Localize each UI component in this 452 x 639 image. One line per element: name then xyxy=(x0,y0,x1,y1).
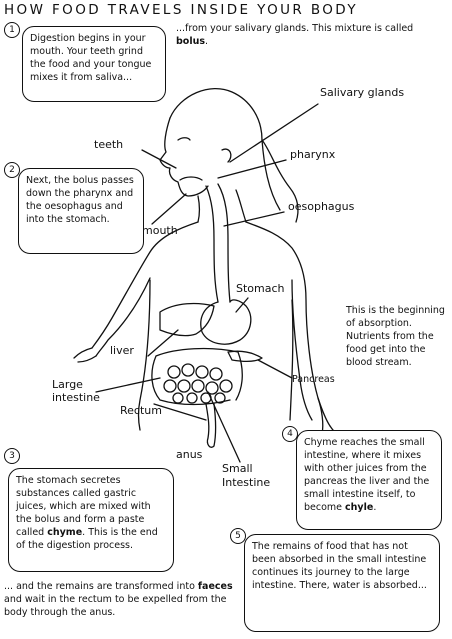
neck-front xyxy=(198,196,200,222)
oesophagus-left xyxy=(206,186,218,302)
faeces-note xyxy=(4,580,236,619)
step-5-box xyxy=(244,534,440,632)
step-4-text-before: Chyme reaches the small intestine, where it mixes with other juices from the pancreas the liver and the small intestine itself, to become xyxy=(304,437,430,513)
ear xyxy=(222,149,231,162)
faeces-note-word: faeces xyxy=(197,581,233,592)
step-4-number: 4 xyxy=(282,426,298,442)
neck-back xyxy=(236,190,246,222)
faeces-note-before: ... and the remains are transformed into xyxy=(4,581,198,592)
pointer-liver xyxy=(148,330,178,356)
right-shoulder xyxy=(246,222,330,426)
label-anus: anus xyxy=(176,448,203,461)
label-mouth: mouth xyxy=(142,224,178,237)
bolus-note-after: . xyxy=(205,36,209,47)
rectum-shape xyxy=(206,404,216,447)
pointer-pancreas xyxy=(258,360,292,378)
label-liver: liver xyxy=(110,344,134,357)
step-3-text-before: The stomach secretes substances called gastric juices, which are mixed with the bolus and form a paste called xyxy=(16,475,151,538)
step-2-box xyxy=(18,168,144,254)
step-3-bold: chyme xyxy=(47,527,83,538)
face-outline xyxy=(160,118,208,196)
step-2-text: Next, the bolus passes down the pharynx and the oesophagus and into the stomach. xyxy=(26,175,134,225)
step-3-number: 3 xyxy=(4,448,20,464)
label-rectum: Rectum xyxy=(120,404,162,417)
step-4-text-after: . xyxy=(373,502,377,513)
tongue xyxy=(180,177,202,180)
step-3-box xyxy=(8,468,174,572)
left-hand xyxy=(74,348,96,362)
absorption-note: This is the beginning of absorption. Nutrients from the food get into the blood stream. xyxy=(346,305,445,368)
step-5-text: The remains of food that has not been absorbed in the small intestine continues its journey to the large intestine. There, water is absorbed... xyxy=(252,541,427,591)
bolus-note-word: bolus xyxy=(176,36,206,47)
small-intestine-coils xyxy=(164,364,232,403)
pointer-mouth xyxy=(152,194,186,224)
faeces-note-after: and wait in the rectum to be expelled from the body through the anus. xyxy=(4,594,227,618)
label-teeth: teeth xyxy=(94,138,124,151)
step-1-number: 1 xyxy=(4,22,20,38)
step-1-text: Digestion begins in your mouth. Your teeth grind the food and your tongue mixes it from saliva... xyxy=(30,33,152,83)
pointer-small-intestine xyxy=(208,392,240,462)
eye xyxy=(178,138,190,140)
pointer-pharynx xyxy=(218,160,286,178)
bolus-note xyxy=(176,22,446,48)
step-5-number: 5 xyxy=(230,528,246,544)
label-pharynx: pharynx xyxy=(290,148,336,161)
bolus-note-before: ...from your salivary glands. This mixture is called xyxy=(176,23,414,34)
label-salivary-glands: Salivary glands xyxy=(320,86,405,99)
step-4-bold: chyle xyxy=(345,502,374,513)
step-4-box xyxy=(296,430,442,530)
step-3-text-after: . This is the end of the digestion process. xyxy=(16,527,158,551)
pancreas-shape xyxy=(228,351,262,361)
pointer-oesophagus xyxy=(224,212,284,226)
step-1-box xyxy=(22,26,166,102)
label-pancreas: Pancreas xyxy=(292,374,335,385)
label-large-intestine: Large intestine xyxy=(52,378,100,404)
liver-shape xyxy=(160,304,214,336)
page-title: HOW FOOD TRAVELS INSIDE YOUR BODY xyxy=(4,2,359,18)
label-oesophagus: oesophagus xyxy=(288,200,355,213)
pointer-teeth xyxy=(142,150,176,168)
step-2-number: 2 xyxy=(4,162,20,178)
oesophagus-right xyxy=(218,184,230,302)
label-small-intestine: Small Intestine xyxy=(222,462,271,489)
label-stomach: Stomach xyxy=(236,282,285,295)
torso-right xyxy=(290,300,293,420)
